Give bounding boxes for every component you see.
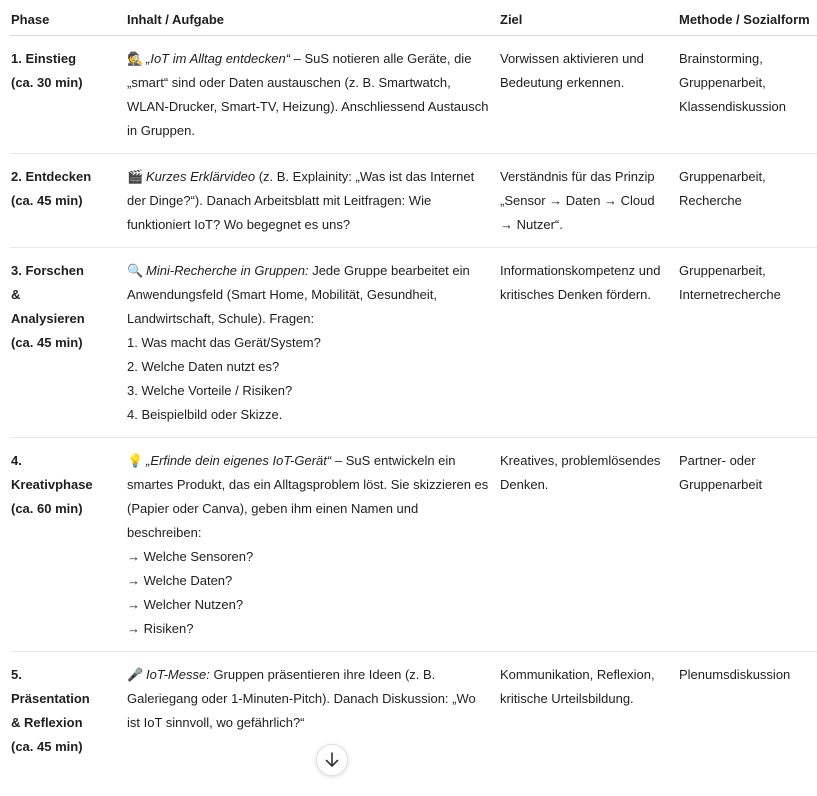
table-row bbox=[10, 154, 817, 248]
magnifier-icon: 🔍 bbox=[127, 263, 144, 278]
methode-cell: Gruppenarbeit, Internetrecherche bbox=[677, 248, 817, 438]
content-text bbox=[127, 169, 474, 232]
phase-line: Analysieren bbox=[11, 311, 85, 326]
ziel-cell: Informationskompetenz und kritisches Denken fördern. bbox=[498, 248, 677, 438]
scroll-down-button[interactable] bbox=[316, 744, 348, 776]
phase-line: & Reflexion bbox=[11, 715, 83, 730]
content-body: Gruppen präsentieren ihre Ideen (z. B. Galeriegang oder 1-Minuten-Pitch). Danach Diskussion: „Wo ist IoT sinnvoll, wo gefährlich?“ bbox=[127, 667, 476, 730]
content-cell bbox=[125, 154, 498, 248]
content-list-item: 2. Welche Daten nutzt es? bbox=[127, 359, 280, 374]
content-cell bbox=[125, 36, 498, 154]
content-title: Kurzes Erklärvideo bbox=[146, 169, 256, 184]
phase-line: (ca. 30 min) bbox=[11, 75, 83, 90]
phase-line: & bbox=[11, 287, 21, 302]
phase-line: 2. Entdecken bbox=[11, 169, 92, 184]
content-body: Jede Gruppe bearbeitet ein Anwendungsfeld (Smart Home, Mobilität, Gesundheit, Landwirtschaft, Schule). Fragen: bbox=[127, 263, 470, 326]
content-body: – SuS notieren alle Geräte, die „smart“ sind oder Daten austauschen (z. B. Smartwatch, WLAN-Drucker, Smart-TV, Heizung). Anschliessend Austausch in Gruppen. bbox=[127, 51, 489, 138]
content-text bbox=[127, 453, 488, 540]
phase-cell bbox=[10, 36, 125, 154]
content-title: IoT-Messe: bbox=[146, 667, 210, 682]
content-text bbox=[127, 51, 489, 138]
content-list-item: → Welcher Nutzen? bbox=[127, 597, 244, 612]
content-body: (z. B. Explainity: „Was ist das Internet der Dinge?“). Danach Arbeitsblatt mit Leitfragen: Wie funktioniert IoT? Wo begegnet es uns? bbox=[127, 169, 475, 232]
content-list-item: 3. Welche Vorteile / Risiken? bbox=[127, 383, 293, 398]
phase-line: 1. Einstieg bbox=[11, 51, 77, 66]
ziel-cell: Vorwissen aktivieren und Bedeutung erkennen. bbox=[498, 36, 677, 154]
phase-line: Kreativphase bbox=[11, 477, 93, 492]
content-list-item: → Welche Daten? bbox=[127, 573, 233, 588]
header-inhalt: Inhalt / Aufgabe bbox=[125, 0, 498, 36]
lightbulb-icon: 💡 bbox=[127, 453, 144, 468]
header-row bbox=[10, 0, 817, 36]
content-list-item: → Risiken? bbox=[127, 621, 194, 636]
methode-cell: Gruppenarbeit, Recherche bbox=[677, 154, 817, 248]
content-list-item: 4. Beispielbild oder Skizze. bbox=[127, 407, 283, 422]
content-title: Mini-Recherche in Gruppen: bbox=[146, 263, 309, 278]
content-title: „Erfinde dein eigenes IoT-Gerät“ bbox=[146, 453, 332, 468]
phase-cell bbox=[10, 154, 125, 248]
phase-line: Präsentation bbox=[11, 691, 90, 706]
arrow-down-icon bbox=[325, 752, 339, 768]
phase-line: (ca. 60 min) bbox=[11, 501, 83, 516]
ziel-cell: Kommunikation, Reflexion, kritische Urteilsbildung. bbox=[500, 667, 655, 706]
content-cell bbox=[125, 248, 498, 438]
content-list-item: → Welche Sensoren? bbox=[127, 549, 254, 564]
phase-line: 5. bbox=[11, 667, 22, 682]
clapperboard-icon: 🎬 bbox=[127, 169, 144, 184]
content-list-item: 1. Was macht das Gerät/System? bbox=[127, 335, 321, 350]
phase-line: (ca. 45 min) bbox=[11, 193, 83, 208]
table-row bbox=[10, 248, 817, 438]
ziel-cell: Verständnis für das Prinzip „Sensor → Daten → Cloud → Nutzer“. bbox=[498, 154, 677, 248]
content-title: „IoT im Alltag entdecken“ bbox=[146, 51, 291, 66]
phase-cell bbox=[10, 652, 125, 770]
header-methode: Methode / Sozialform bbox=[677, 0, 817, 36]
phase-line: (ca. 45 min) bbox=[11, 335, 83, 350]
content-body: – SuS entwickeln ein smartes Produkt, das ein Alltagsproblem löst. Sie skizzieren es (Papier oder Canva), geben ihm einen Namen und beschreiben: bbox=[127, 453, 489, 540]
header-phase: Phase bbox=[10, 0, 125, 36]
detective-icon: 🕵️ bbox=[127, 51, 144, 66]
content-cell bbox=[125, 652, 498, 770]
phase-line: 4. bbox=[11, 453, 22, 468]
table-row bbox=[10, 438, 817, 652]
ziel-cell: Kreatives, problemlösendes Denken. bbox=[498, 438, 677, 652]
header-ziel: Ziel bbox=[498, 0, 677, 36]
table-row bbox=[10, 36, 817, 154]
methode-cell: Partner- oder Gruppenarbeit bbox=[677, 438, 817, 652]
lesson-plan-table bbox=[10, 0, 817, 769]
phase-line: 3. Forschen bbox=[11, 263, 84, 278]
methode-cell: Plenumsdiskussion bbox=[679, 667, 791, 682]
phase-line: (ca. 45 min) bbox=[11, 739, 83, 754]
microphone-icon: 🎤 bbox=[127, 667, 144, 682]
table-row bbox=[10, 652, 817, 770]
phase-cell bbox=[10, 248, 125, 438]
methode-cell: Brainstorming, Gruppenarbeit, Klassendiskussion bbox=[677, 36, 817, 154]
lesson-plan-container bbox=[10, 0, 817, 769]
phase-cell bbox=[10, 438, 125, 652]
content-text bbox=[127, 667, 476, 730]
content-text bbox=[127, 263, 470, 326]
content-cell bbox=[125, 438, 498, 652]
